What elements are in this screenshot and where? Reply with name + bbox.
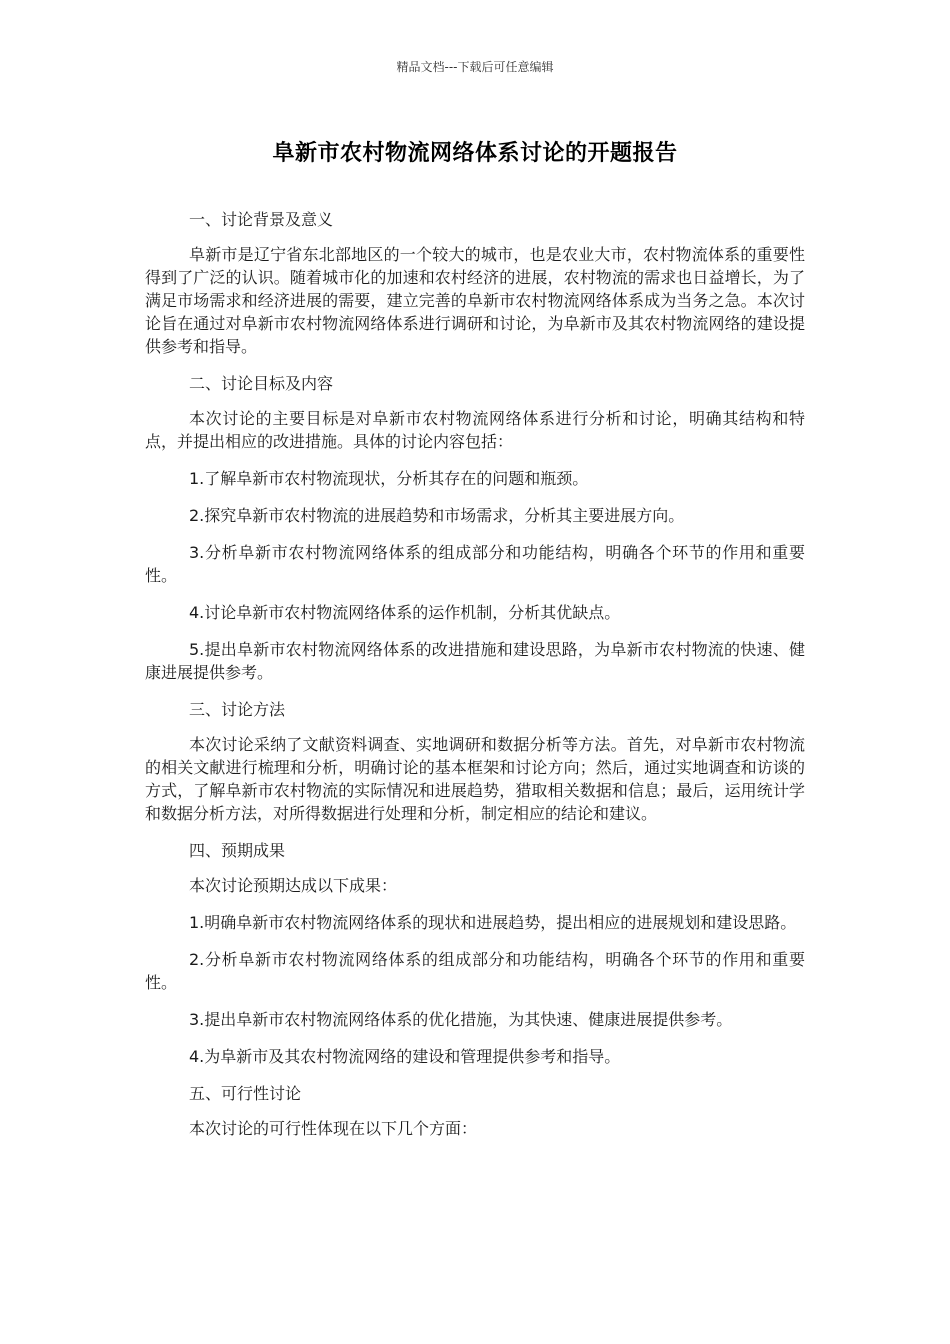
list-item-content-3: 3.分析阜新市农村物流网络体系的组成部分和功能结构，明确各个环节的作用和重要性。 — [145, 543, 805, 585]
header-note: 精品文档---下载后可任意编辑 — [396, 60, 554, 74]
paragraph-background: 阜新市是辽宁省东北部地区的一个较大的城市，也是农业大市，农村物流体系的重要性得到了广泛的认识。随着城市化的加速和农村经济的进展，农村物流的需求也日益增长，为了满足市场需求和经济进展的需要，建立完善的阜新市农村物流网络体系成为当务之急。本次讨论旨在通过对阜新市农村物流网络体系进行调研和讨论，为阜新市及其农村物流网络的建设提供参考和指导。 — [145, 245, 805, 356]
section-heading-outcomes: 四、预期成果 — [189, 841, 286, 860]
document-title: 阜新市农村物流网络体系讨论的开题报告 — [272, 141, 678, 166]
list-item-outcome-4: 4.为阜新市及其农村物流网络的建设和管理提供参考和指导。 — [189, 1047, 621, 1066]
list-item-outcome-3: 3.提出阜新市农村物流网络体系的优化措施，为其快速、健康进展提供参考。 — [189, 1010, 733, 1029]
list-item-outcome-2: 2.分析阜新市农村物流网络体系的组成部分和功能结构，明确各个环节的作用和重要性。 — [145, 950, 805, 992]
list-item-content-2: 2.探究阜新市农村物流的进展趋势和市场需求，分析其主要进展方向。 — [189, 506, 685, 525]
paragraph-objectives: 本次讨论的主要目标是对阜新市农村物流网络体系进行分析和讨论，明确其结构和特点，并提出相应的改进措施。具体的讨论内容包括： — [145, 409, 805, 451]
paragraph-outcomes-intro: 本次讨论预期达成以下成果： — [189, 876, 398, 895]
list-item-outcome-1: 1.明确阜新市农村物流网络体系的现状和进展趋势，提出相应的进展规划和建设思路。 — [189, 913, 797, 932]
section-heading-background: 一、讨论背景及意义 — [189, 210, 334, 229]
section-heading-feasibility: 五、可行性讨论 — [189, 1084, 302, 1103]
section-heading-methods: 三、讨论方法 — [189, 700, 286, 719]
list-item-content-5: 5.提出阜新市农村物流网络体系的改进措施和建设思路，为阜新市农村物流的快速、健康进展提供参考。 — [145, 640, 805, 682]
list-item-content-4: 4.讨论阜新市农村物流网络体系的运作机制，分析其优缺点。 — [189, 603, 621, 622]
paragraph-methods: 本次讨论采纳了文献资料调查、实地调研和数据分析等方法。首先，对阜新市农村物流的相关文献进行梳理和分析，明确讨论的基本框架和讨论方向；然后，通过实地调查和访谈的方式，了解阜新市农村物流的实际情况和进展趋势，猎取相关数据和信息；最后，运用统计学和数据分析方法，对所得数据进行处理和分析，制定相应的结论和建议。 — [145, 735, 805, 823]
paragraph-feasibility-intro: 本次讨论的可行性体现在以下几个方面： — [189, 1119, 478, 1138]
document-body — [145, 208, 805, 1154]
list-item-content-1: 1.了解阜新市农村物流现状，分析其存在的问题和瓶颈。 — [189, 469, 589, 488]
section-heading-objectives: 二、讨论目标及内容 — [189, 374, 334, 393]
